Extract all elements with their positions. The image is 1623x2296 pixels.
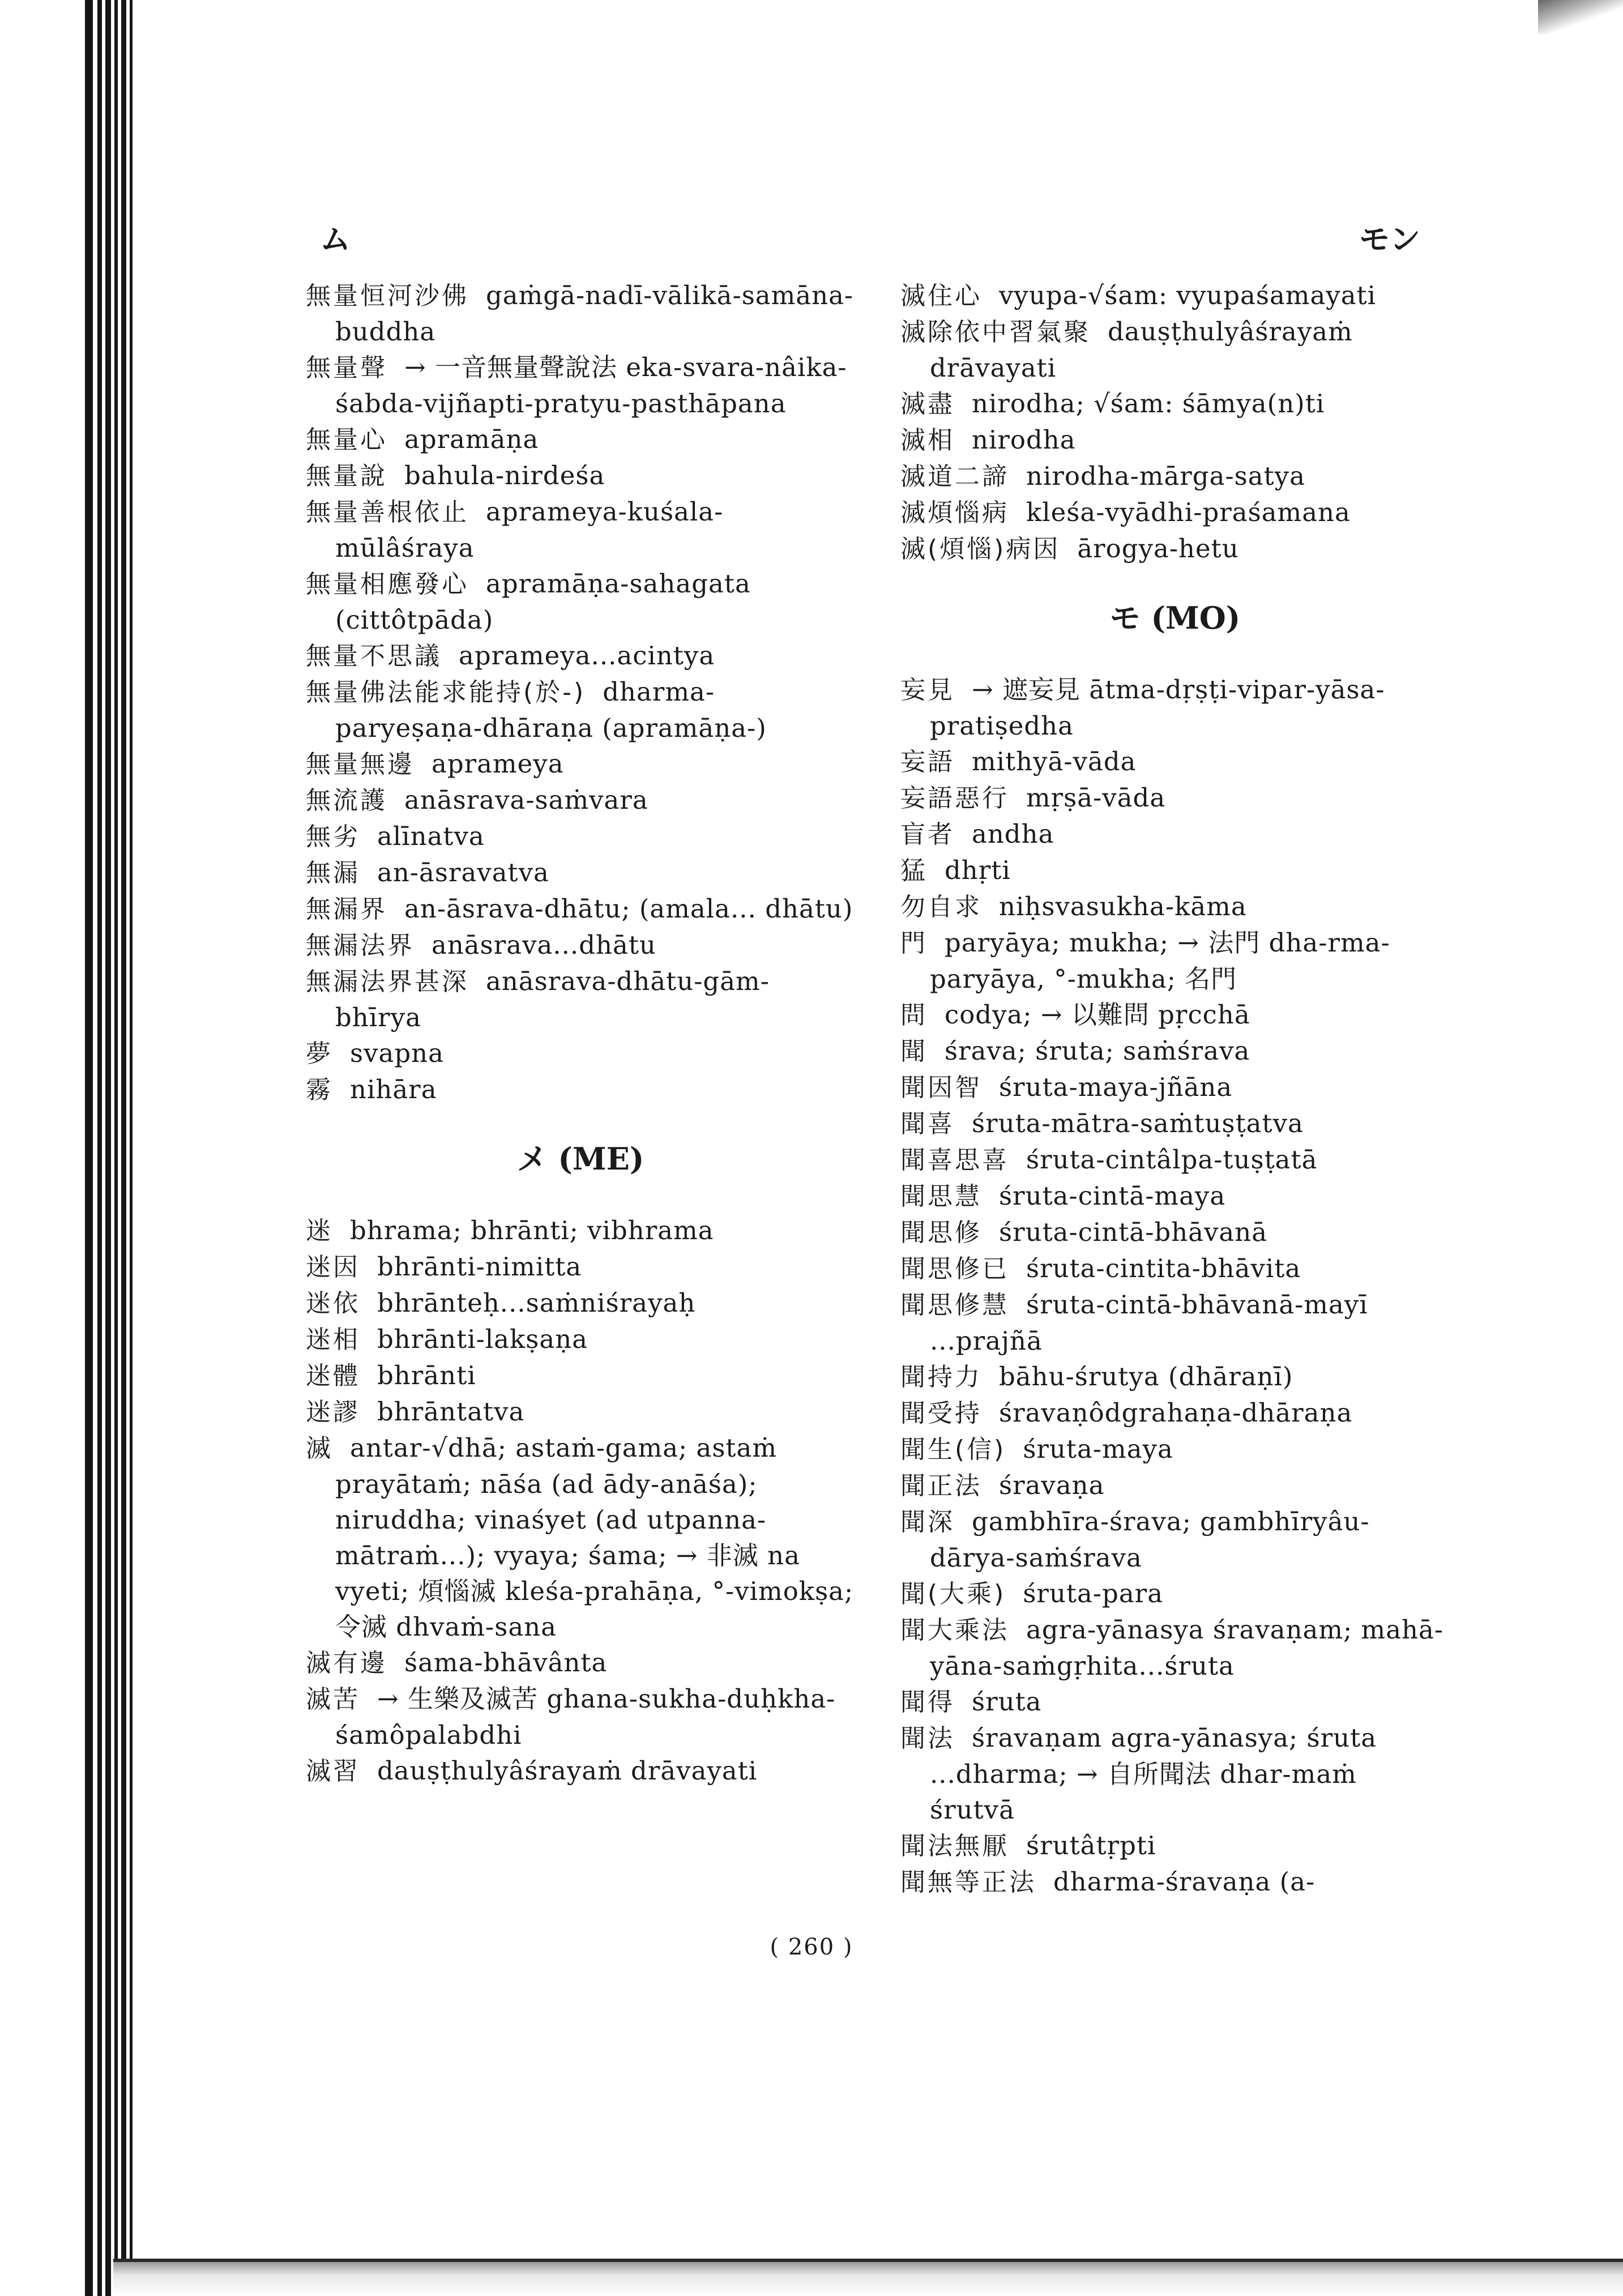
entry-sanskrit: an-āsravatva [377,857,549,887]
entry-headword: 無量恒河沙佛 [306,281,469,310]
entry-headword: 門 [900,929,928,958]
dictionary-entry [900,1178,1450,1214]
entry-headword: 無量說 [306,462,387,490]
entry-headword: 聞因智 [900,1073,982,1102]
dictionary-entry [900,672,1450,744]
dictionary-entry [900,925,1450,997]
dictionary-entry [900,1069,1450,1106]
entry-headword: 問 [900,1001,928,1030]
entry-headword: 聞得 [900,1688,955,1717]
entry-headword: 滅(煩惱)病因 [900,535,1061,564]
entry-headword: 妄語 [900,748,955,776]
dictionary-entry [900,1214,1450,1251]
dictionary-entry [306,421,855,458]
entry-headword: 迷因 [306,1253,360,1282]
entry-headword: 滅有邊 [306,1649,387,1678]
entry-headword: 迷體 [306,1362,360,1390]
dictionary-entry [900,997,1450,1033]
entry-headword: 無量無邊 [306,750,415,779]
entry-headword: 聞(大乘) [900,1580,1006,1608]
entry-headword: 聞喜 [900,1109,955,1138]
entry-sanskrit: → 遮妄見 ātma-dṛṣṭi-vipar-yāsa-pratiṣedha [930,675,1385,741]
right-column [900,278,1450,1900]
dictionary-entry [306,1321,855,1358]
dictionary-entry [900,278,1450,314]
entry-headword: 滅住心 [900,281,982,310]
dictionary-entry [900,1467,1450,1504]
page-bottom-edge [113,2259,1623,2296]
running-head-left: ム [320,221,351,257]
dictionary-entry [900,1359,1450,1395]
dictionary-entry [900,1431,1450,1467]
entry-headword: 霧 [306,1076,333,1104]
dictionary-entry [900,1142,1450,1178]
dictionary-entry [900,780,1450,816]
section-roman: (MO) [1151,600,1241,636]
section-heading [306,1135,855,1179]
entry-headword: 聞受持 [900,1399,982,1428]
entry-headword: 滅除依中習氣聚 [900,318,1091,347]
entry-sanskrit: andha [972,819,1054,849]
dictionary-entry [900,1828,1450,1864]
dictionary-entry [306,638,855,674]
dictionary-entry [306,1753,855,1789]
entry-sanskrit: nirodha-mārga-satya [1026,461,1305,491]
dictionary-entry [306,494,855,566]
entry-sanskrit: gambhīra-śrava; gambhīryâu-dārya-saṁśrava [930,1507,1370,1573]
running-head-right: モン [1359,221,1420,257]
entry-headword: 聞無等正法 [900,1868,1036,1897]
section-roman: (ME) [558,1141,644,1177]
dictionary-entry [306,349,855,421]
dictionary-entry [900,1684,1450,1720]
entry-headword: 聞法無厭 [900,1832,1009,1860]
dictionary-entry [306,1681,855,1753]
entry-headword: 聞 [900,1037,928,1066]
dictionary-entry [306,746,855,782]
entry-sanskrit: śruta-cintā-maya [999,1181,1226,1211]
entry-sanskrit: śruta-para [1023,1578,1164,1608]
entry-headword: 無量善根依止 [306,498,469,527]
entry-headword: 無量聲 [306,353,387,382]
entry-sanskrit: śravaṇam agra-yānasya; śruta ...dharma; → 自所聞法 dhar-maṁ śrutvā [930,1723,1377,1825]
entry-sanskrit: śruta-maya-jñāna [999,1072,1233,1102]
entry-sanskrit: apramāṇa-sahagata (cittôtpāda) [335,569,751,635]
entry-sanskrit: → 一音無量聲說法 eka-svara-nâika-śabda-vijñapti-pratyu-pasthāpana [335,352,847,419]
entry-sanskrit: mithyā-vāda [972,746,1137,776]
entry-sanskrit: nirodha [972,425,1076,455]
entry-sanskrit: dharma-paryeṣaṇa-dhāraṇa (apramāṇa-) [335,677,767,743]
dictionary-entry [306,1072,855,1108]
entry-sanskrit: nihāra [350,1074,437,1104]
dictionary-entry [306,1213,855,1249]
entry-headword: 聞深 [900,1508,955,1537]
entry-sanskrit: aprameya-kuśala-mūlâśraya [335,497,724,563]
entry-sanskrit: śruta-cintita-bhāvita [1026,1253,1301,1283]
entry-sanskrit: śruta-cintā-bhāvanā-mayī ...prajñā [930,1290,1368,1356]
entry-headword: 無量佛法能求能持(於-) [306,678,586,707]
entry-sanskrit: kleśa-vyādhi-praśamana [1026,497,1351,527]
entry-headword: 聞思修慧 [900,1291,1009,1320]
entry-sanskrit: anāsrava-dhātu-gām-bhīrya [335,966,770,1032]
left-column [306,278,855,1789]
dictionary-entry [306,855,855,891]
entry-sanskrit: śruta-maya [1023,1434,1173,1464]
entry-sanskrit: anāsrava...dhātu [432,930,656,960]
dictionary-entry [306,1358,855,1394]
dictionary-entry [900,889,1450,925]
entry-headword: 夢 [306,1039,333,1068]
entry-headword: 無流護 [306,786,387,815]
dictionary-entry [306,927,855,963]
section-kana: メ [516,1141,548,1177]
dictionary-entry [900,1576,1450,1612]
dictionary-entry [900,1287,1450,1359]
dictionary-entry [306,1035,855,1072]
dictionary-entry [900,816,1450,852]
entry-sanskrit: alīnatva [377,821,485,851]
entry-sanskrit: śruta-cintā-bhāvanā [999,1217,1268,1247]
entry-sanskrit: dauṣṭhulyâśrayaṁ drāvayati [377,1756,758,1786]
entry-headword: 妄語惡行 [900,784,1009,813]
dictionary-entry [306,782,855,818]
dictionary-entry [900,852,1450,889]
entry-headword: 滅習 [306,1757,360,1786]
entry-sanskrit: dauṣṭhulyâśrayaṁ drāvayati [930,317,1353,383]
entry-sanskrit: śruta-cintâlpa-tuṣṭatā [1026,1145,1318,1175]
dictionary-entry [900,494,1450,531]
entry-headword: 無漏界 [306,895,387,924]
dictionary-entry [306,1430,855,1645]
entry-headword: 迷相 [306,1325,360,1354]
entry-sanskrit: śruta [972,1687,1042,1717]
entry-headword: 迷 [306,1217,333,1245]
entry-headword: 無漏法界甚深 [306,967,469,996]
entry-headword: 滅煩惱病 [900,498,1009,527]
entry-headword: 盲者 [900,820,955,849]
entry-headword: 聞思慧 [900,1182,982,1211]
entry-headword: 無量不思議 [306,642,442,671]
entry-headword: 聞喜思喜 [900,1146,1009,1175]
entry-sanskrit: bhrānti-lakṣaṇa [377,1324,588,1354]
entry-sanskrit: bahula-nirdeśa [404,460,605,490]
entry-sanskrit: an-āsrava-dhātu; (amala... dhātu) [404,894,853,924]
dictionary-entry [900,1612,1450,1684]
dictionary-entry [900,458,1450,494]
entry-sanskrit: śrutâtṛpti [1026,1830,1156,1860]
entry-sanskrit: bhrāntatva [377,1397,525,1427]
entry-headword: 無劣 [306,822,360,851]
section-heading [900,594,1450,638]
entry-sanskrit: antar-√dhā; astaṁ-gama; astaṁ prayātaṁ; nāśa (ad ādy-anāśa); niruddha; vinaśyet (ad utpanna-mātraṁ...); vyaya; śama; → 非滅 na vyeti; 煩惱滅 kleśa-prahāṇa, °-vimokṣa; 令滅 dhvaṁ-sana [335,1433,854,1642]
entry-sanskrit: aprameya...acintya [459,641,715,671]
entry-sanskrit: dhṛti [945,855,1011,885]
entry-headword: 聞生(信) [900,1435,1006,1464]
entry-sanskrit: mṛṣā-vāda [1026,783,1166,813]
entry-headword: 無量相應發心 [306,570,469,599]
entry-headword: 猛 [900,856,928,885]
entry-headword: 聞大乘法 [900,1616,1009,1645]
dictionary-entry [900,1251,1450,1287]
dictionary-entry [306,1394,855,1430]
entry-sanskrit: śravaṇa [999,1470,1105,1500]
entry-headword: 聞正法 [900,1471,982,1500]
entry-headword: 滅 [306,1434,333,1463]
entry-headword: 無量心 [306,425,387,454]
dictionary-entry [900,531,1450,567]
dictionary-entry [306,891,855,927]
entry-sanskrit: bāhu-śrutya (dhāraṇī) [999,1362,1293,1392]
dictionary-entry [900,1033,1450,1069]
dictionary-entry [306,1249,855,1285]
entry-headword: 滅苦 [306,1685,360,1714]
entry-sanskrit: apramāṇa [404,424,539,454]
entry-headword: 無漏 [306,859,360,887]
entry-sanskrit: agra-yānasya śravaṇam; mahā-yāna-saṁgṛhita...śruta [930,1615,1444,1681]
dictionary-entry [900,422,1450,458]
dictionary-entry [900,386,1450,422]
entry-sanskrit: śrava; śruta; saṁśrava [945,1036,1250,1066]
entry-headword: 聞法 [900,1724,955,1753]
dictionary-entry [900,744,1450,780]
dictionary-entry [900,1864,1450,1900]
dictionary-entry [306,566,855,638]
entry-headword: 迷謬 [306,1398,360,1427]
entry-sanskrit: vyupa-√śam: vyupaśamayati [999,280,1377,310]
dictionary-entry [900,1504,1450,1576]
entry-sanskrit: dharma-śravaṇa (a- [1053,1867,1316,1897]
dictionary-entry [900,1395,1450,1431]
dictionary-entry [900,1106,1450,1142]
entry-sanskrit: bhrānteḥ...saṁniśrayaḥ [377,1288,696,1318]
page-corner-shadow [1538,0,1623,34]
entry-sanskrit: niḥsvasukha-kāma [999,891,1247,921]
entry-sanskrit: ārogya-hetu [1077,534,1239,564]
entry-sanskrit: bhrānti-nimitta [377,1252,582,1282]
dictionary-entry [306,1645,855,1681]
entry-headword: 聞思修已 [900,1254,1009,1283]
dictionary-entry [900,314,1450,386]
page-number: ( 260 ) [770,1934,853,1960]
entry-sanskrit: anāsrava-saṁvara [404,785,648,815]
entry-headword: 滅道二諦 [900,462,1009,491]
entry-sanskrit: codya; → 以難問 pṛcchā [945,1000,1250,1030]
dictionary-entry [306,278,855,349]
entry-sanskrit: nirodha; √śam: śāmya(n)ti [972,389,1325,419]
dictionary-entry [306,1285,855,1321]
entry-sanskrit: bhrānti [377,1360,476,1390]
entry-headword: 妄見 [900,676,955,705]
entry-headword: 迷依 [306,1289,360,1318]
entry-sanskrit: paryāya; mukha; → 法門 dha-rma-paryāya, °-mukha; 名門 [930,928,1390,994]
entry-sanskrit: śruta-mātra-saṁtuṣṭatva [972,1108,1304,1138]
entry-headword: 滅盡 [900,390,955,419]
entry-sanskrit: aprameya [432,749,564,779]
entry-headword: 滅相 [900,426,955,455]
entry-headword: 無漏法界 [306,931,415,960]
dictionary-entry [306,674,855,746]
dictionary-entry [306,458,855,494]
entry-headword: 聞持力 [900,1363,982,1392]
entry-sanskrit: śama-bhāvânta [404,1648,608,1678]
entry-headword: 勿自求 [900,893,982,921]
entry-sanskrit: → 生樂及滅苦 ghana-sukha-duḥkha-śamôpalabdhi [335,1684,836,1750]
entry-headword: 聞思修 [900,1218,982,1247]
entry-sanskrit: gaṁgā-nadī-vālikā-samāna-buddha [335,280,854,347]
dictionary-entry [306,818,855,855]
dictionary-entry [306,963,855,1035]
dictionary-entry [900,1720,1450,1828]
section-kana: モ [1109,600,1141,636]
entry-sanskrit: svapna [350,1038,444,1068]
entry-sanskrit: bhrama; bhrānti; vibhrama [350,1215,714,1245]
entry-sanskrit: śravaṇôdgrahaṇa-dhāraṇa [999,1398,1353,1428]
